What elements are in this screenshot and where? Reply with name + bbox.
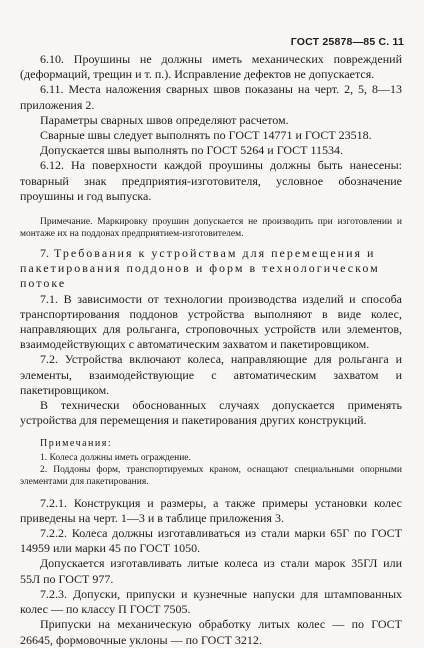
- paragraph-7-2: 7.2. Устройства включают колеса, направляющие для рольганга и элементы, взаимодействующие с автоматическим захватом и пакетировщиком.: [20, 352, 402, 397]
- paragraph-7-2-exception: В технически обоснованных случаях допускается применять устройства для перемещения и пакетирования других конструкций.: [20, 398, 402, 428]
- paragraph-7-2-2: 7.2.2. Колеса должны изготавливаться из стали марки 65Г по ГОСТ 14959 или марки 45 по ГОСТ 1050.: [20, 526, 402, 556]
- paragraph-7-2-1: 7.2.1. Конструкция и размеры, а также примеры установки колес приведены на черт. 1—3 и в таблице приложения 3.: [20, 495, 402, 525]
- section-7-title: [20, 246, 402, 292]
- note-item-1: 1. Колеса должны иметь ограждение.: [40, 452, 191, 463]
- paragraph-6-10: 6.10. Проушины не должны иметь механических повреждений (деформаций, трещин и т. п.). Исправление дефектов не допускается.: [20, 52, 402, 82]
- paragraph-6-12: 6.12. На поверхности каждой проушины должны быть нанесены: товарный знак предприятия-изготовителя, условное обозначение проушины и год выпуска.: [20, 158, 402, 203]
- paragraph-weld-allowed: Допускается швы выполнять по ГОСТ 5264 и ГОСТ 11534.: [40, 143, 344, 158]
- document-body: [20, 52, 402, 648]
- page-header: ГОСТ 25878—85 С. 11: [290, 36, 404, 48]
- paragraph-7-1: 7.1. В зависимости от технологии производства изделий и способа транспортирования поддонов устройства выполняют в виде колес, направляющих для рольганга, строповочных устройств или элементов, взаимодействующих с автоматическим захватом и пакетировщиком.: [20, 291, 402, 352]
- notes-heading: Примечания:: [40, 438, 113, 450]
- note-item-2: 2. Поддоны форм, транспортируемых краном, оснащают специальными опорными элементами для пакетирования.: [20, 464, 402, 487]
- paragraph-6-11: 6.11. Места наложения сварных швов показаны на черт. 2, 5, 8—13 приложения 2.: [20, 82, 402, 112]
- section-7-heading: Требования к устройствам для перемещения и пакетирования поддонов и форм в технологическом потоке: [20, 246, 380, 291]
- paragraph-7-2-3: 7.2.3. Допуски, припуски и кузнечные напуски для штампованных колес — по классу П ГОСТ 7505.: [20, 586, 402, 617]
- paragraph-machining-allowance: Припуски на механическую обработку литых колес — по ГОСТ 26645, формовочные уклоны — по ГОСТ 3212.: [20, 617, 402, 647]
- paragraph-cast-wheels: Допускается изготавливать литые колеса из стали марок 35ГЛ или 55Л по ГОСТ 977.: [20, 556, 402, 586]
- paragraph-weld-params: Параметры сварных швов определяют расчетом.: [40, 112, 289, 127]
- section-7-number: 7.: [40, 246, 49, 261]
- note-marking: Примечание. Маркировку проушин допускается не производить при изготовлении и монтаже их на поддонах предприятием-изготовителем.: [20, 217, 402, 240]
- paragraph-weld-standards: Сварные швы следует выполнять по ГОСТ 14771 и ГОСТ 23518.: [40, 128, 372, 143]
